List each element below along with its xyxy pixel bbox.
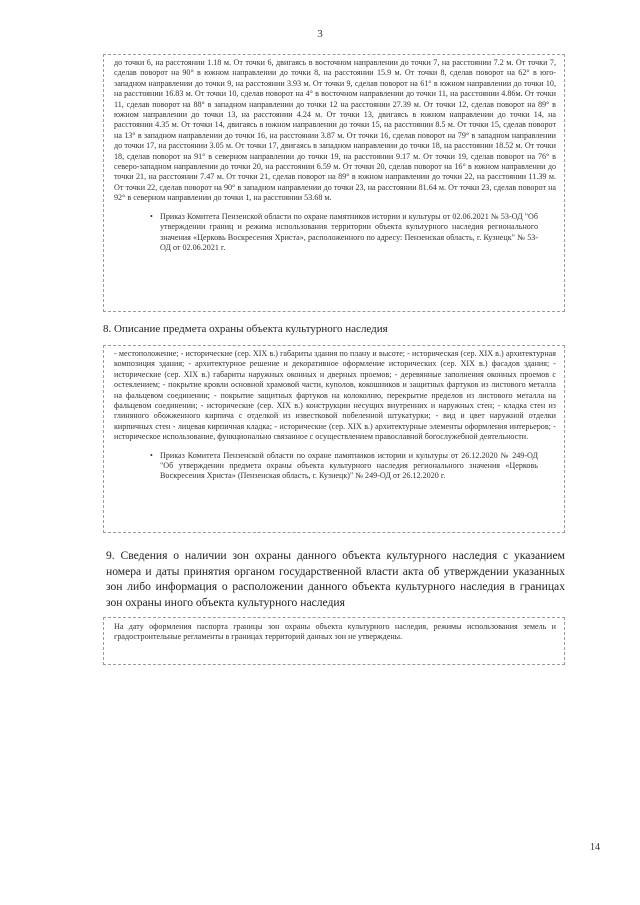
order-reference-territory [114, 212, 556, 254]
protection-subject-description: - местоположение; - исторические (сер. XIX в.) габариты здания по плану и высоте; - историческая (сер. XIX в.) архитектурная композиция здания; - архитектурное решение и декоративное оформление исторических (сер. XIX в.) фасадов здания; - исторические (сер. XIX в.) габариты наружных оконных и дверных проемов; - деревянные заполнения оконных проемов с остеклением; - покрытие кровли основной храмовой части, куполов, кокошников и защитных фартуков из листового металла на фальцевом соединении; - покрытие защитных фартуков на колоколню, перекрытие пределов из листового металла на фальцевом соединении; - исторические (сер. XIX в.) конструкции несущих внутренних и наружных стен; - кладка стен из глиняного обожженного кирпича с отделкой из известковой побеленной штукатурки; - вид и цвет наружной отделки кирпичных стен - лицевая кирпичная кладка; - исторические (сер. XIX в.) архитектурные элементы оформления интерьеров; - историческое использование, функционально связанное с осуществлением православной богослужебной деятельности. [114, 349, 556, 442]
protection-subject-box [103, 345, 565, 533]
boundary-description: до точки 6, на расстоянии 1.18 м. От точки 6, двигаясь в восточном направлении до точки 7, на расстоянии 7.2 м. От точки 7, сделав поворот на 90° в южном направлении до точки 8, на расстоянии 15.9 м. От точки 8, сделав поворот на 62° в юго-западном направлении до точки 9, на расстоянии 3.93 м. От точки 9, сделав поворот на 61° в южном направлении до точки 10, на расстоянии 16.83 м. От точки 10, сделав поворот на 4° в восточном направлении до точки 11, на расстоянии 4.86м. От точки 11, сделав поворот на 88° в западном направлении до точки 12 на расстоянии 27.39 м. От точки 12, сделав поворот на 89° в южном направлении до точки 13, на расстоянии 4.24 м. От точки 13, двигаясь в южном направлении до точки 14, на расстоянии 4.35 м. От точки 14, двигаясь в южном направлении до точки 15, на расстоянии 8.5 м. От точки 15, сделав поворот на 13° в западном направлении до точки 16, на расстоянии 3.87 м. От точки 16, сделав поворот на 79° в западном направлении до точки 17, на расстоянии 3.05 м. От точки 17, двигаясь в западном направлении до точки 18, на расстоянии 18.52 м. От точки 18, сделав поворот на 91° в северном направлении до точки 19, на расстоянии 9.17 м. От точки 19, сделав поворот на 76° в северо-западном направлении до точки 20, на расстоянии 6.59 м. От точки 20, сделав поворот на 16° в южном направлении до точки 21, на расстоянии 7.47 м. От точки 21, сделав поворот на 89° в южном направлении до точки 22, на расстоянии 11.39 м. От точки 22, сделав поворот на 90° в западном направлении до точки 23, на расстоянии 81.64 м. От точки 23, сделав поворот на 92° в северном направлении до точки 1, на расстоянии 53.68 м. [114, 58, 556, 203]
protection-zones-box [103, 617, 565, 665]
protection-zones-description: На дату оформления паспорта границы зон охраны объекта культурного наследия, режимы использования земель и градостроительные регламенты в границах территорий данных зон не утверждены. [114, 622, 556, 642]
territory-boundary-box [103, 54, 565, 312]
order-text: Приказ Комитета Пензенской области по охране памятников истории и культуры от 02.06.2021 № 53-ОД "Об утверждении границ и режима использования территории объекта культурного наследия регионального значения «Церковь Воскресения Христа», расположенного по адресу: Пензенская область, г. Кузнецк" № 53-ОД от 02.06.2021 г. [160, 211, 538, 252]
section-9-heading: 9. Сведения о наличии зон охраны данного объекта культурного наследия с указанием номера и даты принятия органом государственной власти акта об утверждении указанных зон либо информация о расположении данного объекта культурного наследия в границах зон охраны иного объекта культурного наследия [106, 549, 565, 609]
order-reference-subject [114, 451, 556, 482]
section-8-heading: 8. Описание предмета охраны объекта культурного наследия [103, 323, 388, 335]
bullet-icon: • [150, 450, 153, 460]
page-number-top: 3 [317, 28, 323, 40]
order-text: Приказ Комитета Пензенской области по охране памятников истории и культуры от 26.12.2020 № 249-ОД "Об утверждении предмета охраны объекта культурного наследия регионального значения «Церковь Воскресения Христа» (Пензенская область, г. Кузнецк)" № 249-ОД от 26.12.2020 г. [160, 450, 538, 481]
page-number-bottom: 14 [590, 842, 600, 853]
bullet-icon: • [150, 211, 153, 221]
